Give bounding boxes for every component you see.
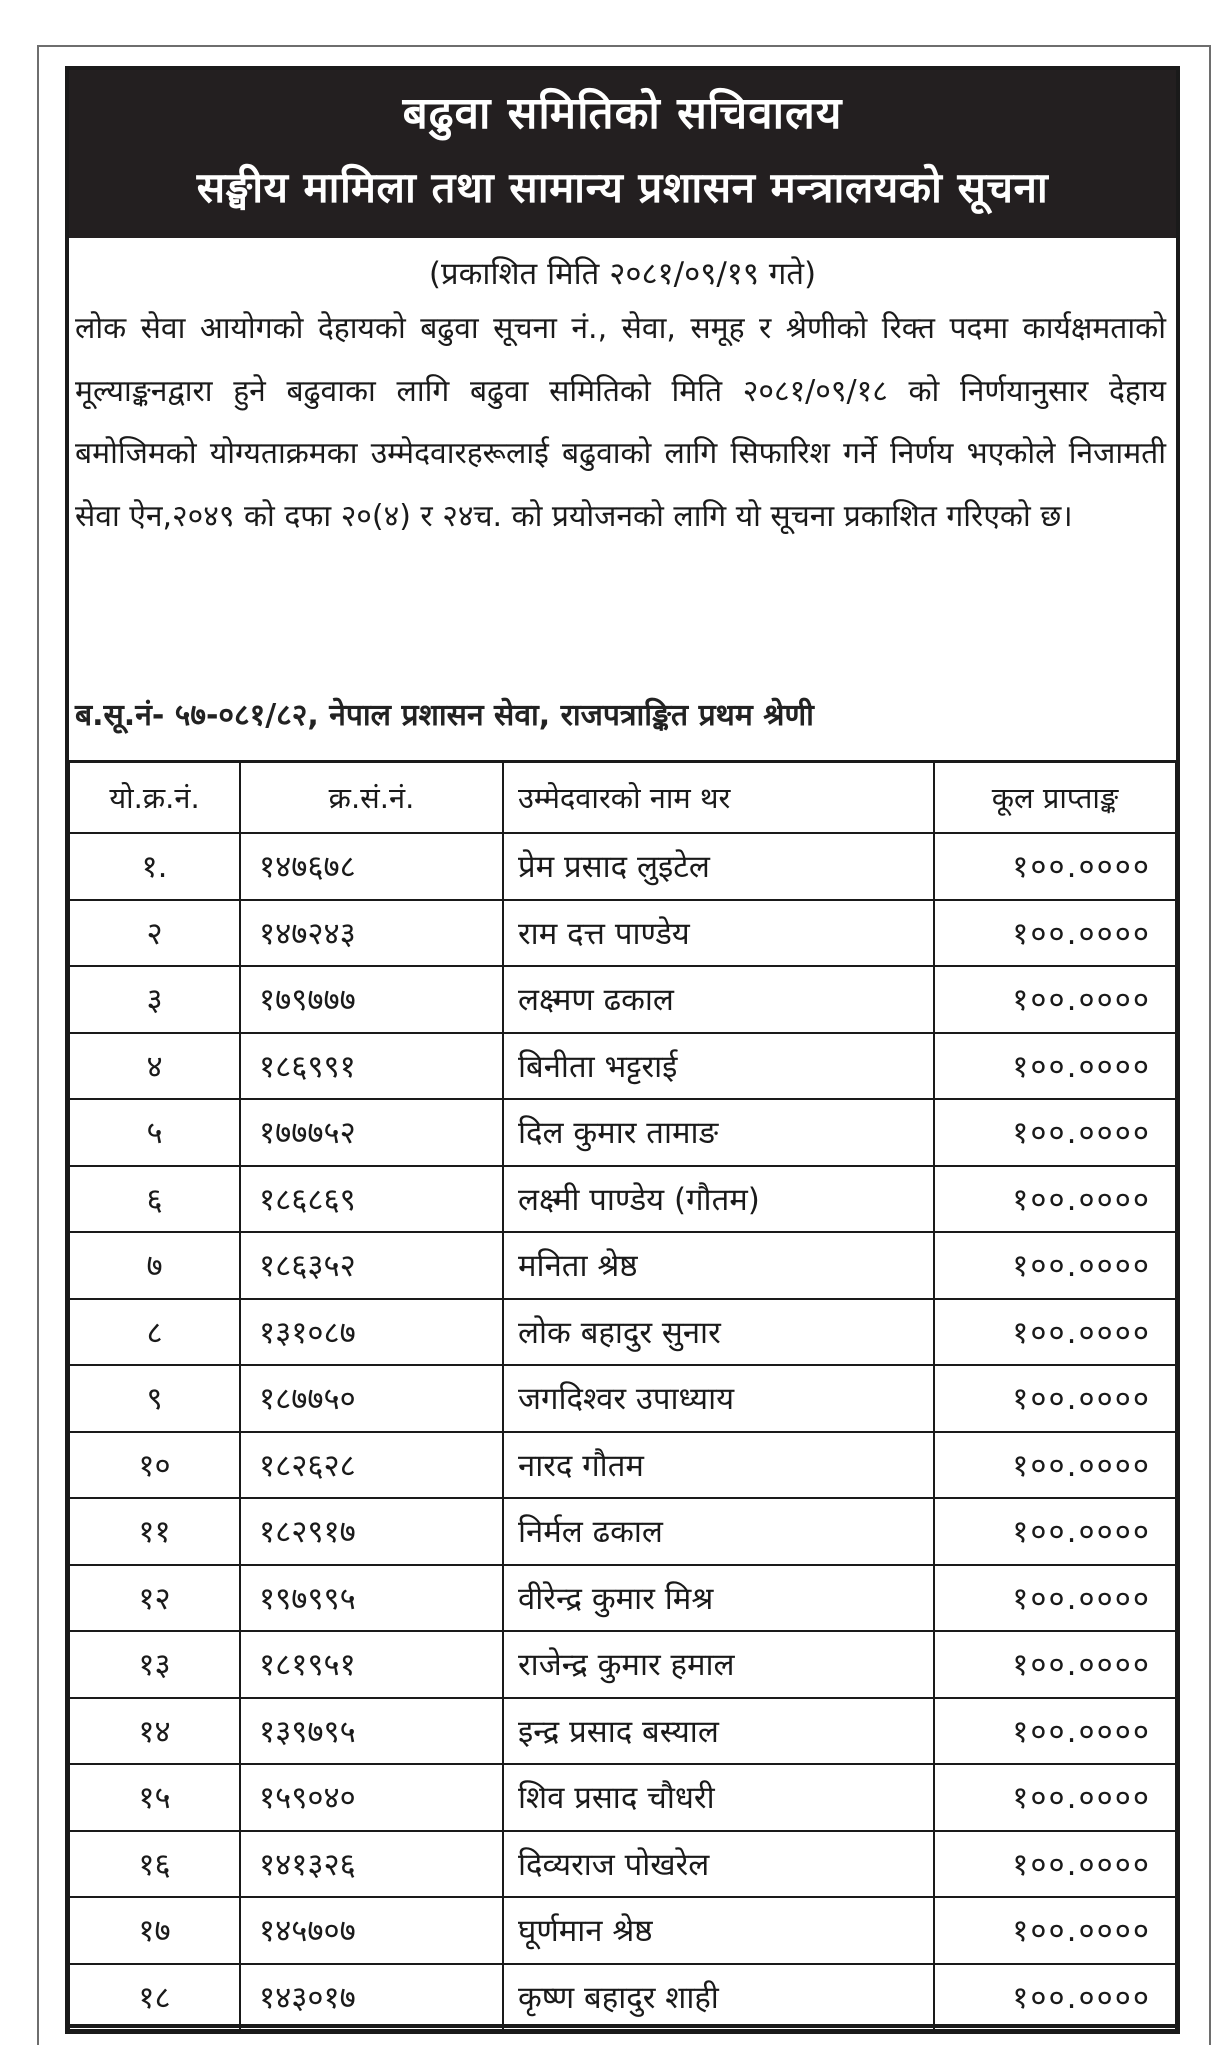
cell-roll-number: १८६८६९ [240, 1166, 503, 1233]
cell-total-score: १००.०००० [934, 1365, 1178, 1432]
cell-total-score: १००.०००० [934, 1631, 1178, 1698]
cell-serial: ११ [68, 1498, 241, 1565]
cell-total-score: १००.०००० [934, 900, 1178, 967]
cell-candidate-name: मनिता श्रेष्ठ [503, 1232, 934, 1299]
cell-serial: ५ [68, 1099, 241, 1166]
cell-candidate-name: राजेन्द्र कुमार हमाल [503, 1631, 934, 1698]
cell-serial: ३ [68, 966, 241, 1033]
cell-candidate-name: कृष्ण बहादुर शाही [503, 1964, 934, 2032]
cell-total-score: १००.०००० [934, 1432, 1178, 1499]
cell-total-score: १००.०००० [934, 1565, 1178, 1632]
cell-candidate-name: लक्ष्मी पाण्डेय (गौतम) [503, 1166, 934, 1233]
table-row [68, 1631, 1178, 1698]
cell-serial: १५ [68, 1764, 241, 1831]
column-header-name: उम्मेदवारको नाम थर [503, 762, 934, 834]
cell-serial: ४ [68, 1033, 241, 1100]
cell-total-score: १००.०००० [934, 1498, 1178, 1565]
cell-total-score: १००.०००० [934, 966, 1178, 1033]
cell-total-score: १००.०००० [934, 1964, 1178, 2032]
cell-serial: १६ [68, 1831, 241, 1898]
column-header-roll: क्र.सं.नं. [240, 762, 503, 834]
cell-roll-number: १४१३२६ [240, 1831, 503, 1898]
cell-candidate-name: जगदिश्वर उपाध्याय [503, 1365, 934, 1432]
cell-serial: १४ [68, 1698, 241, 1765]
results-table [65, 760, 1180, 2034]
cell-total-score: १००.०००० [934, 1831, 1178, 1898]
cell-candidate-name: लक्ष्मण ढकाल [503, 966, 934, 1033]
cell-total-score: १००.०००० [934, 1764, 1178, 1831]
cell-candidate-name: लोक बहादुर सुनार [503, 1299, 934, 1366]
table-row [68, 1299, 1178, 1366]
cell-roll-number: १८२९१७ [240, 1498, 503, 1565]
table-row [68, 1432, 1178, 1499]
cell-serial: २ [68, 900, 241, 967]
cell-roll-number: १४७६७८ [240, 833, 503, 900]
cell-total-score: १००.०००० [934, 1897, 1178, 1964]
cell-candidate-name: नारद गौतम [503, 1432, 934, 1499]
notice-title: बढुवा समितिको सचिवालय [402, 88, 843, 139]
cell-candidate-name: घूर्णमान श्रेष्ठ [503, 1897, 934, 1964]
table-row [68, 1764, 1178, 1831]
cell-serial: १२ [68, 1565, 241, 1632]
cell-roll-number: १४५७०७ [240, 1897, 503, 1964]
notice-box [65, 66, 1180, 2028]
cell-serial: ९ [68, 1365, 241, 1432]
advertisement-line: ब.सू.नं- ५७-०८१/८२, नेपाल प्रशासन सेवा, राजपत्राङ्कित प्रथम श्रेणी [75, 698, 814, 733]
cell-roll-number: १८७७५० [240, 1365, 503, 1432]
cell-roll-number: १८२६२८ [240, 1432, 503, 1499]
cell-total-score: १००.०००० [934, 1232, 1178, 1299]
intro-paragraph: लोक सेवा आयोगको देहायको बढुवा सूचना नं., सेवा, समूह र श्रेणीको रिक्त पदमा कार्यक्षमताको मूल्याङ्कनद्वारा हुने बढुवाका लागि बढुवा समितिको मिति २०८१/०९/१८ को निर्णयानुसार देहाय बमोजिमको योग्यताक्रमका उम्मेदवारहरूलाई बढुवाको लागि सिफारिश गर्ने निर्णय भएकोले निजामती सेवा ऐन,२०४९ को दफा २०(४) र २४च. को प्रयोजनको लागि यो सूचना प्रकाशित गरिएको छ। [75, 311, 1166, 534]
cell-candidate-name: वीरेन्द्र कुमार मिश्र [503, 1565, 934, 1632]
cell-serial: ८ [68, 1299, 241, 1366]
cell-total-score: १००.०००० [934, 1299, 1178, 1366]
table-row [68, 966, 1178, 1033]
cell-roll-number: १५९०४० [240, 1764, 503, 1831]
cell-roll-number: १४३०१७ [240, 1964, 503, 2032]
table-row [68, 1698, 1178, 1765]
cell-total-score: १००.०००० [934, 833, 1178, 900]
table-row [68, 1099, 1178, 1166]
cell-candidate-name: निर्मल ढकाल [503, 1498, 934, 1565]
cell-roll-number: १८६३५२ [240, 1232, 503, 1299]
cell-candidate-name: प्रेम प्रसाद लुइटेल [503, 833, 934, 900]
cell-roll-number: १७९७७७ [240, 966, 503, 1033]
cell-serial: १० [68, 1432, 241, 1499]
cell-serial: ६ [68, 1166, 241, 1233]
table-row [68, 900, 1178, 967]
cell-candidate-name: इन्द्र प्रसाद बस्याल [503, 1698, 934, 1765]
cell-roll-number: १७७७५२ [240, 1099, 503, 1166]
cell-serial: १३ [68, 1631, 241, 1698]
notice-subtitle: सङ्घीय मामिला तथा सामान्य प्रशासन मन्त्रालयको सूचना [196, 163, 1049, 212]
table-row [68, 1565, 1178, 1632]
cell-total-score: १००.०००० [934, 1698, 1178, 1765]
cell-roll-number: १३९७९५ [240, 1698, 503, 1765]
cell-total-score: १००.०००० [934, 1033, 1178, 1100]
table-row [68, 1897, 1178, 1964]
cell-roll-number: १८१९५१ [240, 1631, 503, 1698]
column-header-score: कूल प्राप्ताङ्क [934, 762, 1178, 834]
table-row [68, 833, 1178, 900]
cell-total-score: १००.०००० [934, 1099, 1178, 1166]
cell-roll-number: १८६९९१ [240, 1033, 503, 1100]
cell-roll-number: १३१०८७ [240, 1299, 503, 1366]
notice-header [69, 70, 1176, 238]
cell-serial: १७ [68, 1897, 241, 1964]
table-row [68, 1365, 1178, 1432]
cell-candidate-name: दिव्यराज पोखरेल [503, 1831, 934, 1898]
cell-candidate-name: शिव प्रसाद चौधरी [503, 1764, 934, 1831]
cell-serial: ७ [68, 1232, 241, 1299]
column-header-serial: यो.क्र.नं. [68, 762, 241, 834]
table-row [68, 1166, 1178, 1233]
table-row [68, 1831, 1178, 1898]
table-row [68, 1964, 1178, 2032]
cell-serial: १८ [68, 1964, 241, 2032]
table-row [68, 1498, 1178, 1565]
cell-roll-number: १४७२४३ [240, 900, 503, 967]
cell-candidate-name: दिल कुमार तामाङ [503, 1099, 934, 1166]
table-header-row [68, 762, 1178, 834]
cell-serial: १. [68, 833, 241, 900]
cell-total-score: १००.०००० [934, 1166, 1178, 1233]
table-row [68, 1232, 1178, 1299]
cell-roll-number: १९७९९५ [240, 1565, 503, 1632]
cell-candidate-name: बिनीता भट्टराई [503, 1033, 934, 1100]
publication-date: (प्रकाशित मिति २०८१/०९/१९ गते) [428, 256, 817, 292]
cell-candidate-name: राम दत्त पाण्डेय [503, 900, 934, 967]
table-row [68, 1033, 1178, 1100]
